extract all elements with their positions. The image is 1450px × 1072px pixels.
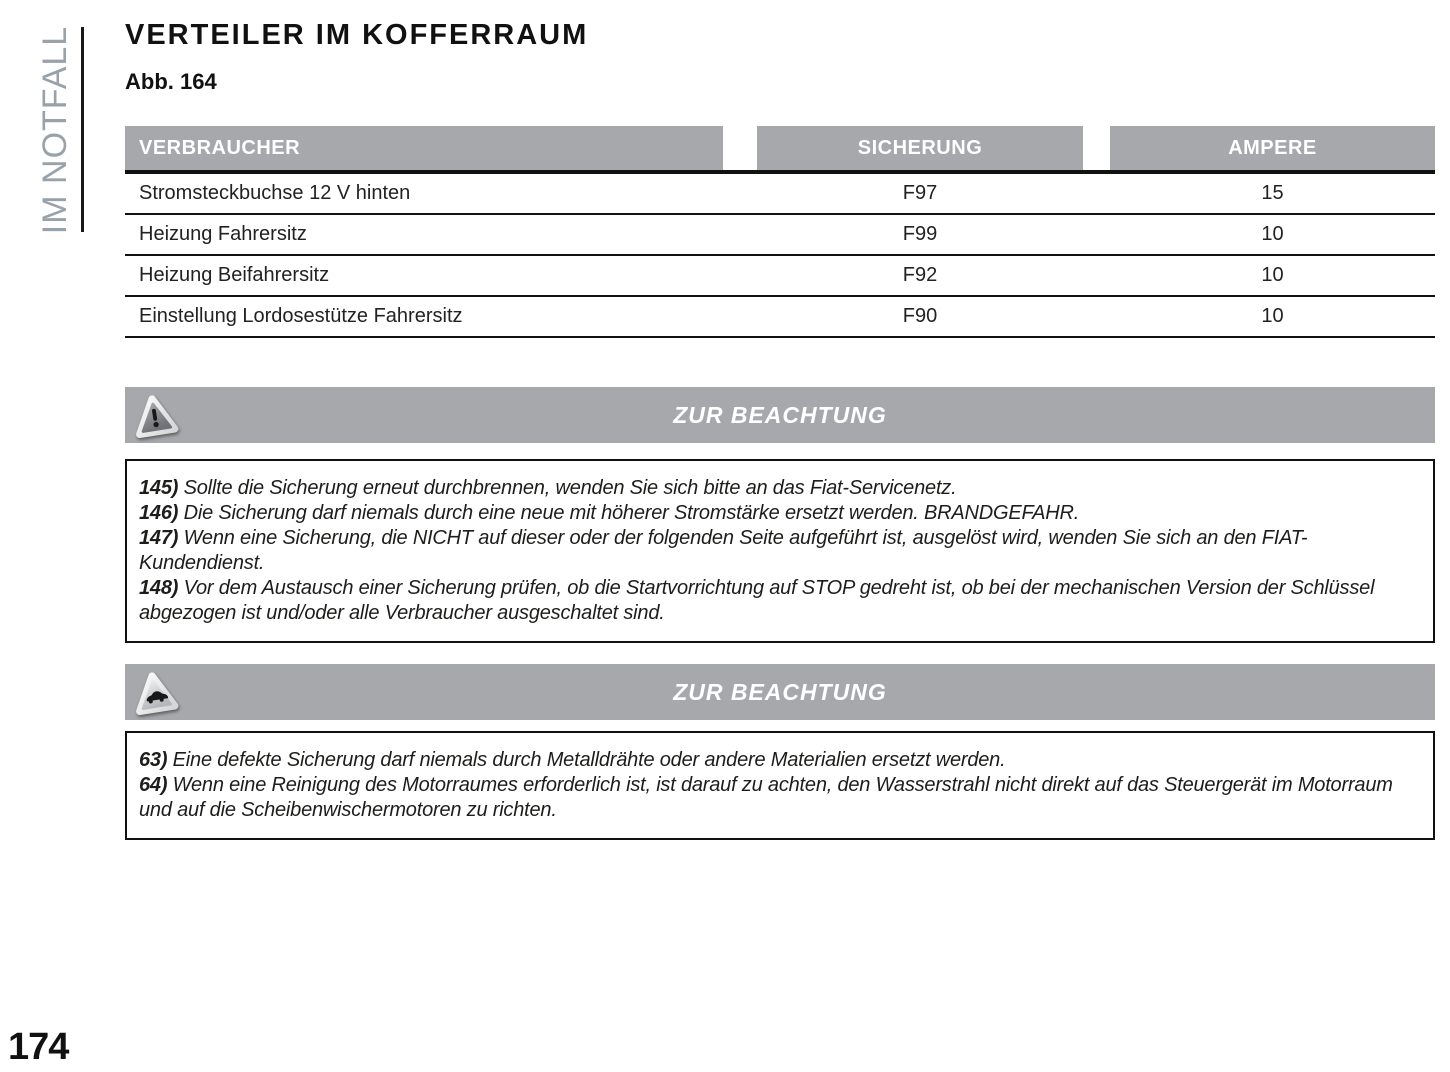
sidebar-section-label: IM NOTFALL xyxy=(36,25,74,235)
banner-label: ZUR BEACHTUNG xyxy=(673,401,887,428)
note-text: Eine defekte Sicherung darf niemals durch Metalldrähte oder andere Materialien ersetzt werden. xyxy=(172,749,1006,771)
note-63 xyxy=(139,748,1421,773)
note-text: Wenn eine Sicherung, die NICHT auf dieser oder der folgenden Seite aufgeführt ist, ausgelöst wird, wenden Sie sich an den FIAT-Kundendienst. xyxy=(139,527,1308,574)
table-row xyxy=(125,215,1435,256)
cell-ampere: 10 xyxy=(1261,305,1284,327)
table-row xyxy=(125,297,1435,338)
cell-ampere: 15 xyxy=(1261,182,1284,204)
warning-banner xyxy=(125,387,1435,443)
warning-notes-box xyxy=(125,459,1435,643)
note-number: 146) xyxy=(139,502,179,524)
cell-ampere: 10 xyxy=(1261,264,1284,286)
note-number: 64) xyxy=(139,774,168,796)
caution-banner xyxy=(125,664,1435,720)
note-text: Sollte die Sicherung erneut durchbrennen, wenden Sie sich bitte an das Fiat-Servicenetz. xyxy=(183,477,957,499)
cell-sicherung: F99 xyxy=(902,223,938,245)
cell-sicherung: F92 xyxy=(902,264,938,286)
note-147 xyxy=(139,526,1421,576)
cell-verbraucher: Einstellung Lordosestütze Fahrersitz xyxy=(139,305,463,327)
column-header-verbraucher: VERBRAUCHER xyxy=(125,126,723,170)
note-146 xyxy=(139,501,1421,526)
header-gap xyxy=(723,126,757,170)
cell-ampere: 10 xyxy=(1261,223,1284,245)
note-text: Wenn eine Reinigung des Motorraumes erforderlich ist, ist darauf zu achten, den Wasserstrahl nicht direkt auf das Steuergerät im Motorraum und auf die Scheibenwischermotoren zu richten. xyxy=(139,774,1393,821)
cell-verbraucher: Stromsteckbuchse 12 V hinten xyxy=(139,182,411,204)
caution-notes-box xyxy=(125,731,1435,840)
note-number: 63) xyxy=(139,749,168,771)
table-row xyxy=(125,174,1435,215)
content-column xyxy=(125,0,1435,840)
table-row xyxy=(125,256,1435,297)
column-header-ampere: AMPERE xyxy=(1110,126,1435,170)
banner-label: ZUR BEACHTUNG xyxy=(673,678,887,705)
cell-sicherung: F97 xyxy=(902,182,938,204)
warning-triangle-icon xyxy=(131,391,179,441)
fuse-table-header xyxy=(125,126,1435,174)
note-number: 147) xyxy=(139,527,179,549)
note-145 xyxy=(139,476,1421,501)
note-number: 145) xyxy=(139,477,179,499)
note-148 xyxy=(139,576,1421,626)
note-number: 148) xyxy=(139,577,179,599)
note-64 xyxy=(139,773,1421,823)
fuse-table xyxy=(125,126,1435,338)
page-title: VERTEILER IM KOFFERRAUM xyxy=(125,19,589,51)
cell-verbraucher: Heizung Beifahrersitz xyxy=(139,264,330,286)
note-text: Die Sicherung darf niemals durch eine neue mit höherer Stromstärke ersetzt werden. BRANDGEFAHR. xyxy=(183,502,1080,524)
car-warning-triangle-icon xyxy=(131,668,179,718)
sidebar-divider xyxy=(81,27,84,232)
column-header-sicherung: SICHERUNG xyxy=(757,126,1083,170)
note-text: Vor dem Austausch einer Sicherung prüfen, ob die Startvorrichtung auf STOP gedreht ist, ob bei der mechanischen Version der Schlüssel abgezogen ist und/oder alle Verbraucher ausgeschaltet sind. xyxy=(139,577,1375,624)
header-gap xyxy=(1083,126,1110,170)
page-number: 174 xyxy=(8,1026,69,1068)
figure-reference: Abb. 164 xyxy=(125,69,217,94)
cell-verbraucher: Heizung Fahrersitz xyxy=(139,223,307,245)
cell-sicherung: F90 xyxy=(902,305,938,327)
